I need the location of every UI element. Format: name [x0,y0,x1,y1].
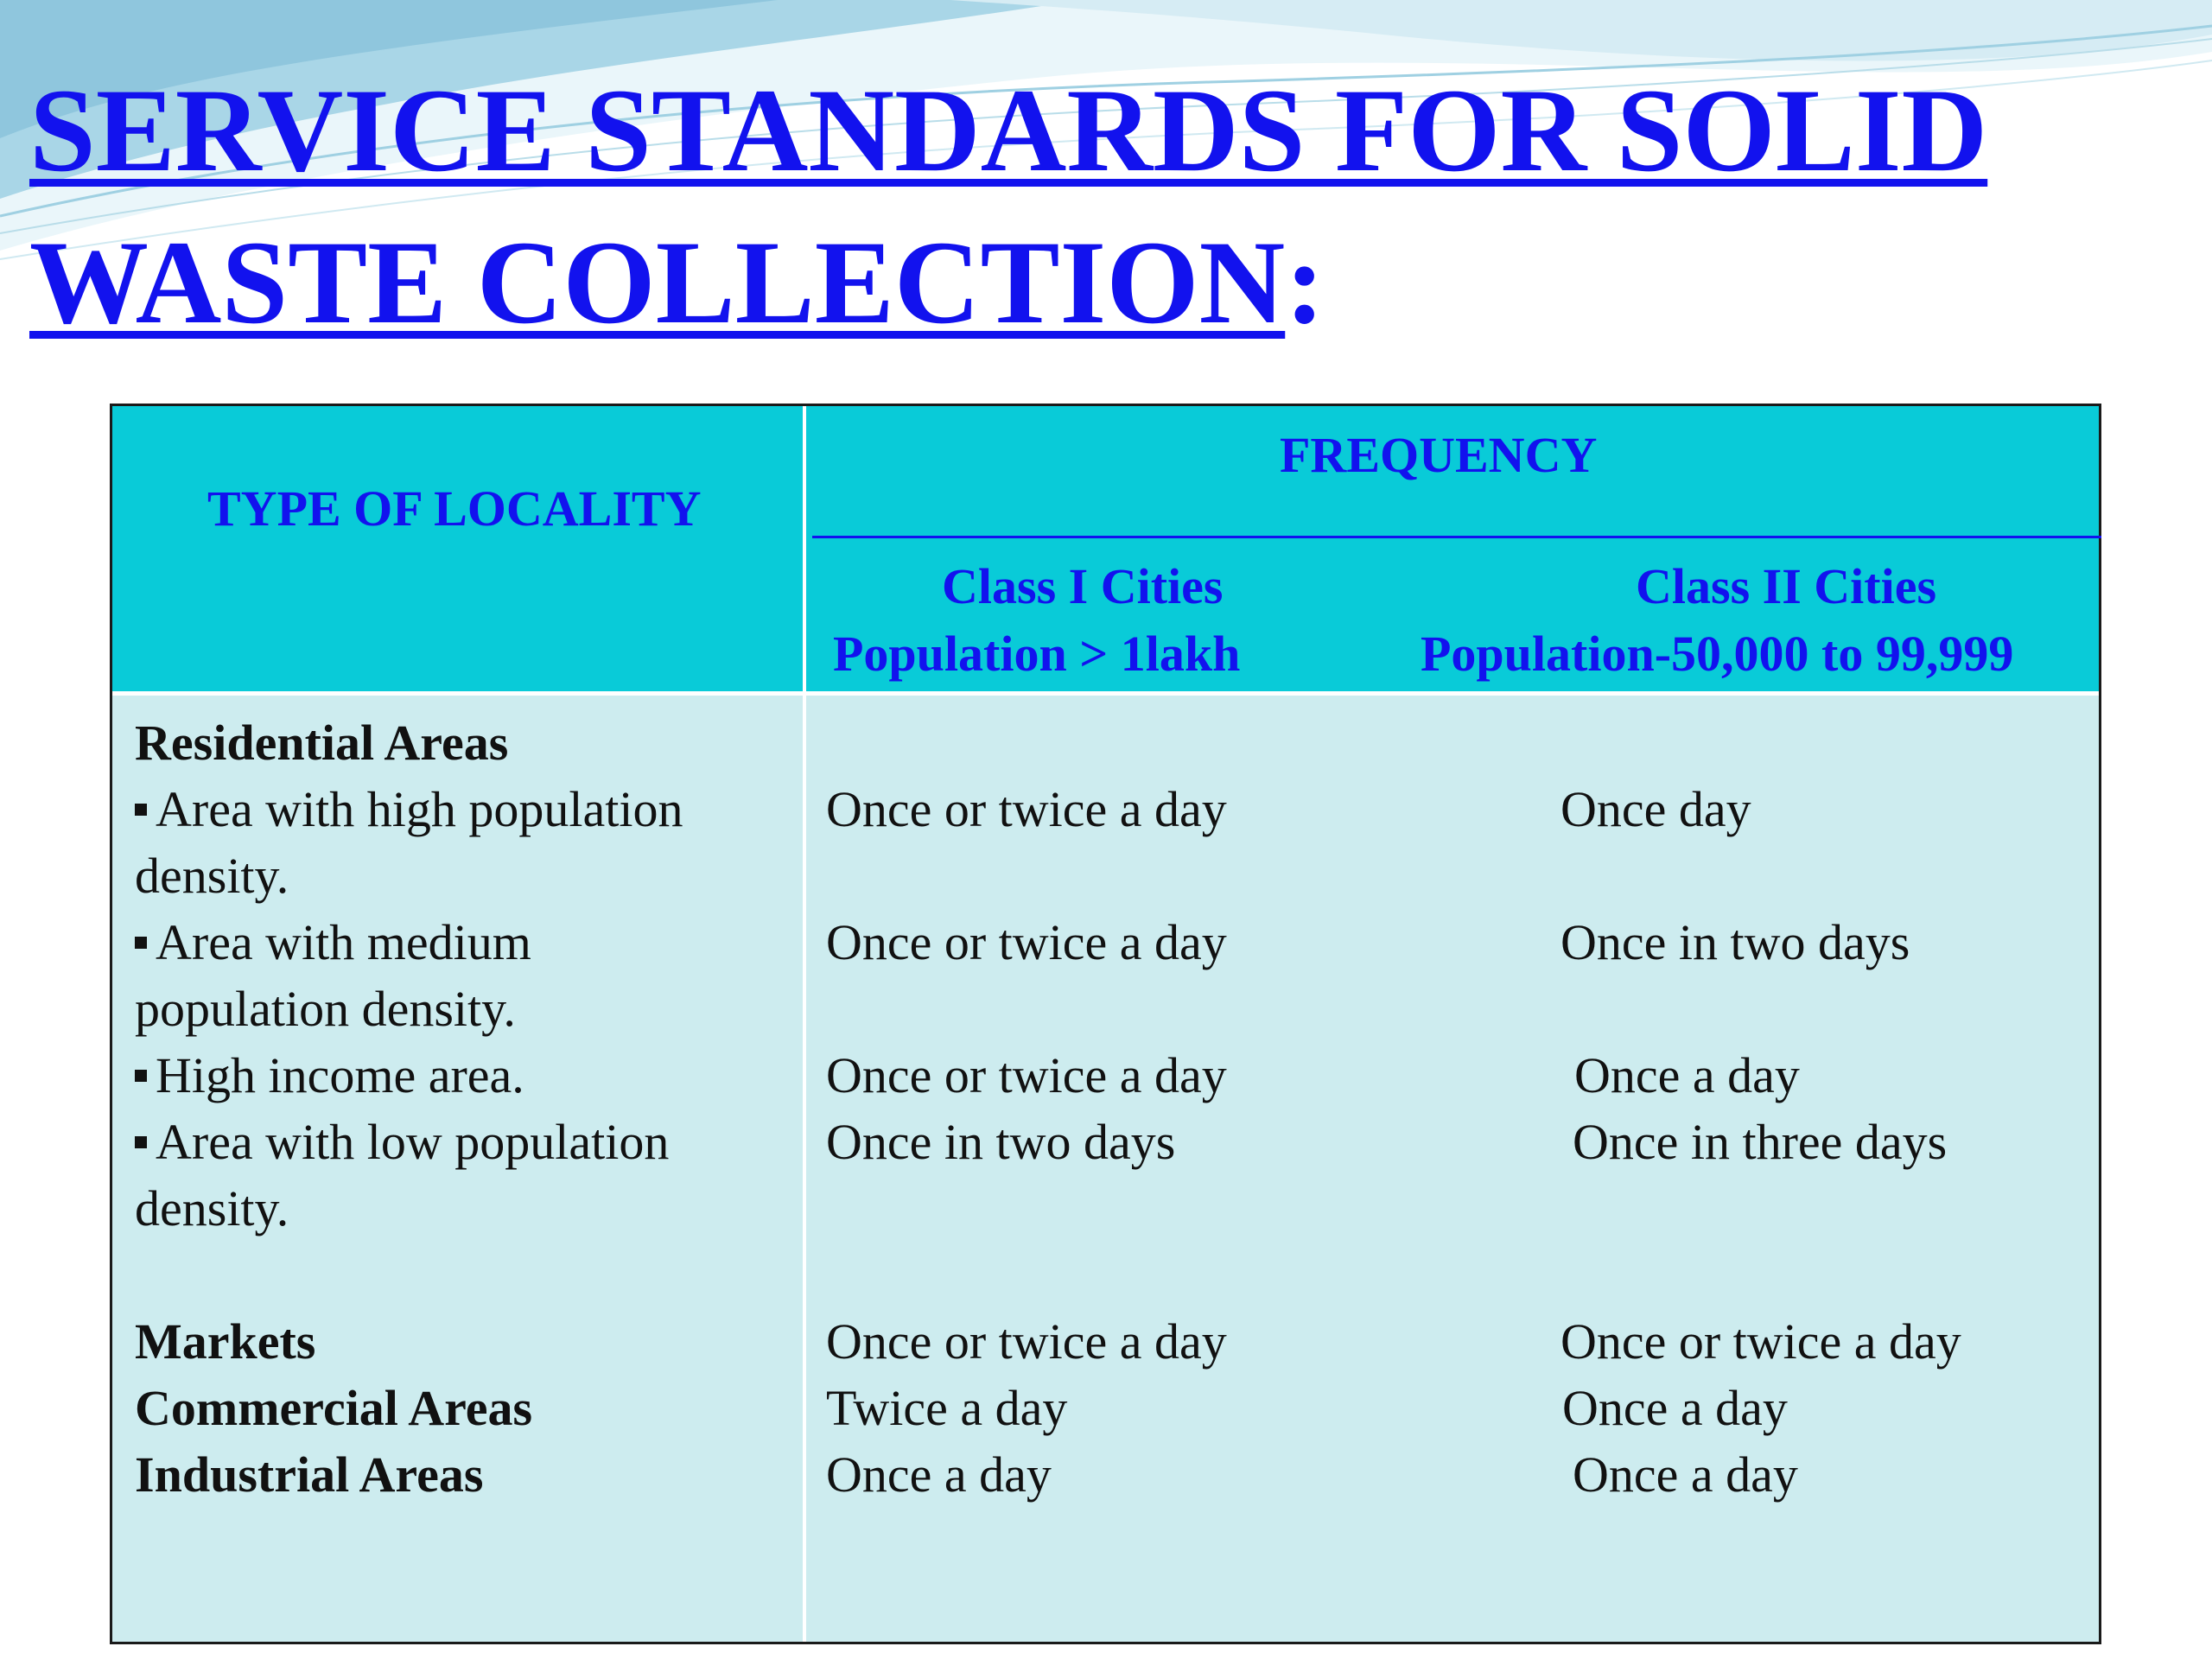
table-cell-class1: Once or twice a day [826,1313,1227,1370]
header-class2-population: Population-50,000 to 99,999 [1421,626,2014,682]
page-title-line-2: WASTE COLLECTION: [29,216,1325,348]
header-class2-name: Class II Cities [1636,558,1937,614]
table-cell-class2: Once a day [1573,1446,1798,1503]
table-row-locality: High income area. [135,1042,524,1109]
page-title-line-1: SERVICE STANDARDS FOR SOLID [29,64,1988,196]
table-cell-class2: Once in three days [1573,1114,1948,1170]
header-type-of-locality: TYPE OF LOCALITY [207,480,702,537]
table-cell-class1: Once or twice a day [826,1047,1227,1103]
frequency-divider-rule [812,536,2101,538]
table-cell-class2: Once a day [1562,1380,1788,1436]
table-row-locality-continued: population density. [135,981,516,1037]
bullet-icon [135,1070,147,1082]
table-row-locality: Markets [135,1313,316,1370]
table-cell-class1: Once in two days [826,1114,1176,1170]
table-cell-class1: Twice a day [826,1380,1068,1436]
header-frequency: FREQUENCY [1280,427,1598,483]
table-row-locality: Area with medium [135,909,531,976]
table-cell-class2: Once or twice a day [1560,1313,1961,1370]
table-row-locality-continued: density. [135,1180,289,1236]
table-cell-class1: Once a day [826,1446,1052,1503]
table-row-locality: Area with low population [135,1109,669,1175]
column-divider [803,406,806,1642]
bullet-icon [135,1136,147,1148]
table-cell-class1: Once or twice a day [826,914,1227,970]
table-row-locality: Area with high population [135,776,683,842]
table-cell-class2: Once in two days [1560,914,1910,970]
bullet-icon [135,937,147,949]
residential-areas-heading: Residential Areas [135,715,509,771]
table-row-locality: Commercial Areas [135,1380,533,1436]
table-cell-class1: Once or twice a day [826,781,1227,837]
table-cell-class2: Once day [1560,781,1751,837]
bullet-icon [135,804,147,816]
table-row-locality-continued: density. [135,848,289,904]
table-cell-class2: Once a day [1574,1047,1800,1103]
header-class1-population: Population > 1lakh [833,626,1241,682]
service-standards-table [110,404,2101,1644]
header-class1-name: Class I Cities [942,558,1224,614]
table-row-locality: Industrial Areas [135,1446,484,1503]
